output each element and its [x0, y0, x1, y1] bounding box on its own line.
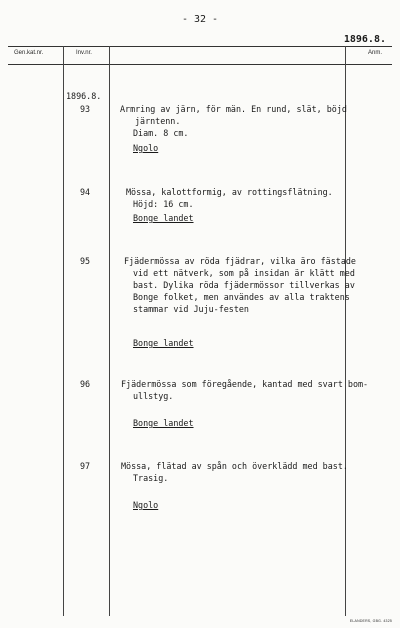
description-line: järntenn.	[135, 116, 181, 126]
inv-number: 93	[80, 104, 91, 114]
column-header-gen: Gen.kat.nr.	[14, 50, 44, 56]
provenance-place: Ngolo	[133, 500, 159, 510]
provenance-place: Bonge landet	[133, 338, 194, 348]
description-line: Fjädermössa som föregående, kantad med svart bom-	[121, 379, 369, 389]
description-line: Mössa, flätad av spån och överklädd med bast.	[121, 461, 348, 471]
inv-number: 95	[80, 256, 91, 266]
column-divider-2	[109, 46, 110, 616]
description-line: Mössa, kalottformig, av rottingsflätning.	[126, 187, 333, 197]
provenance-place: Bonge landet	[133, 213, 194, 223]
description-line: Höjd: 16 cm.	[133, 199, 194, 209]
description-line: bast. Dylika röda fjädermössor tillverkas av	[133, 280, 355, 290]
description-line: vid ett nätverk, som på insidan är klätt med	[133, 268, 355, 278]
column-header-anm: Anm.	[368, 50, 383, 56]
description-line: Fjädermössa av röda fjädrar, vilka äro fästade	[124, 256, 356, 266]
description-line: stammar vid Juju-festen	[133, 304, 249, 314]
provenance-place: Bonge landet	[133, 418, 194, 428]
column-divider-3	[345, 46, 346, 616]
description-line: ullstyg.	[133, 391, 174, 401]
description-line: Armring av järn, för män. En rund, slät, böjd	[120, 104, 347, 114]
description-line: Bonge folket, men användes av alla traktens	[133, 292, 350, 302]
column-header-inv: Inv.nr.	[76, 50, 92, 56]
header-bottom-rule	[8, 64, 392, 65]
column-divider-1	[63, 46, 64, 616]
inv-number: 94	[80, 187, 91, 197]
inv-number: 96	[80, 379, 91, 389]
inv-number: 97	[80, 461, 91, 471]
printer-imprint: ELANDERS, GBG. 4325	[349, 619, 392, 623]
header-top-rule	[8, 46, 392, 47]
description-line: Diam. 8 cm.	[133, 128, 189, 138]
page-number: - 32 -	[181, 14, 219, 25]
accession-number: 1896.8.	[343, 34, 386, 45]
accession-repeat: 1896.8.	[66, 91, 102, 101]
description-line: Trasig.	[133, 473, 169, 483]
provenance-place: Ngolo	[133, 143, 159, 153]
